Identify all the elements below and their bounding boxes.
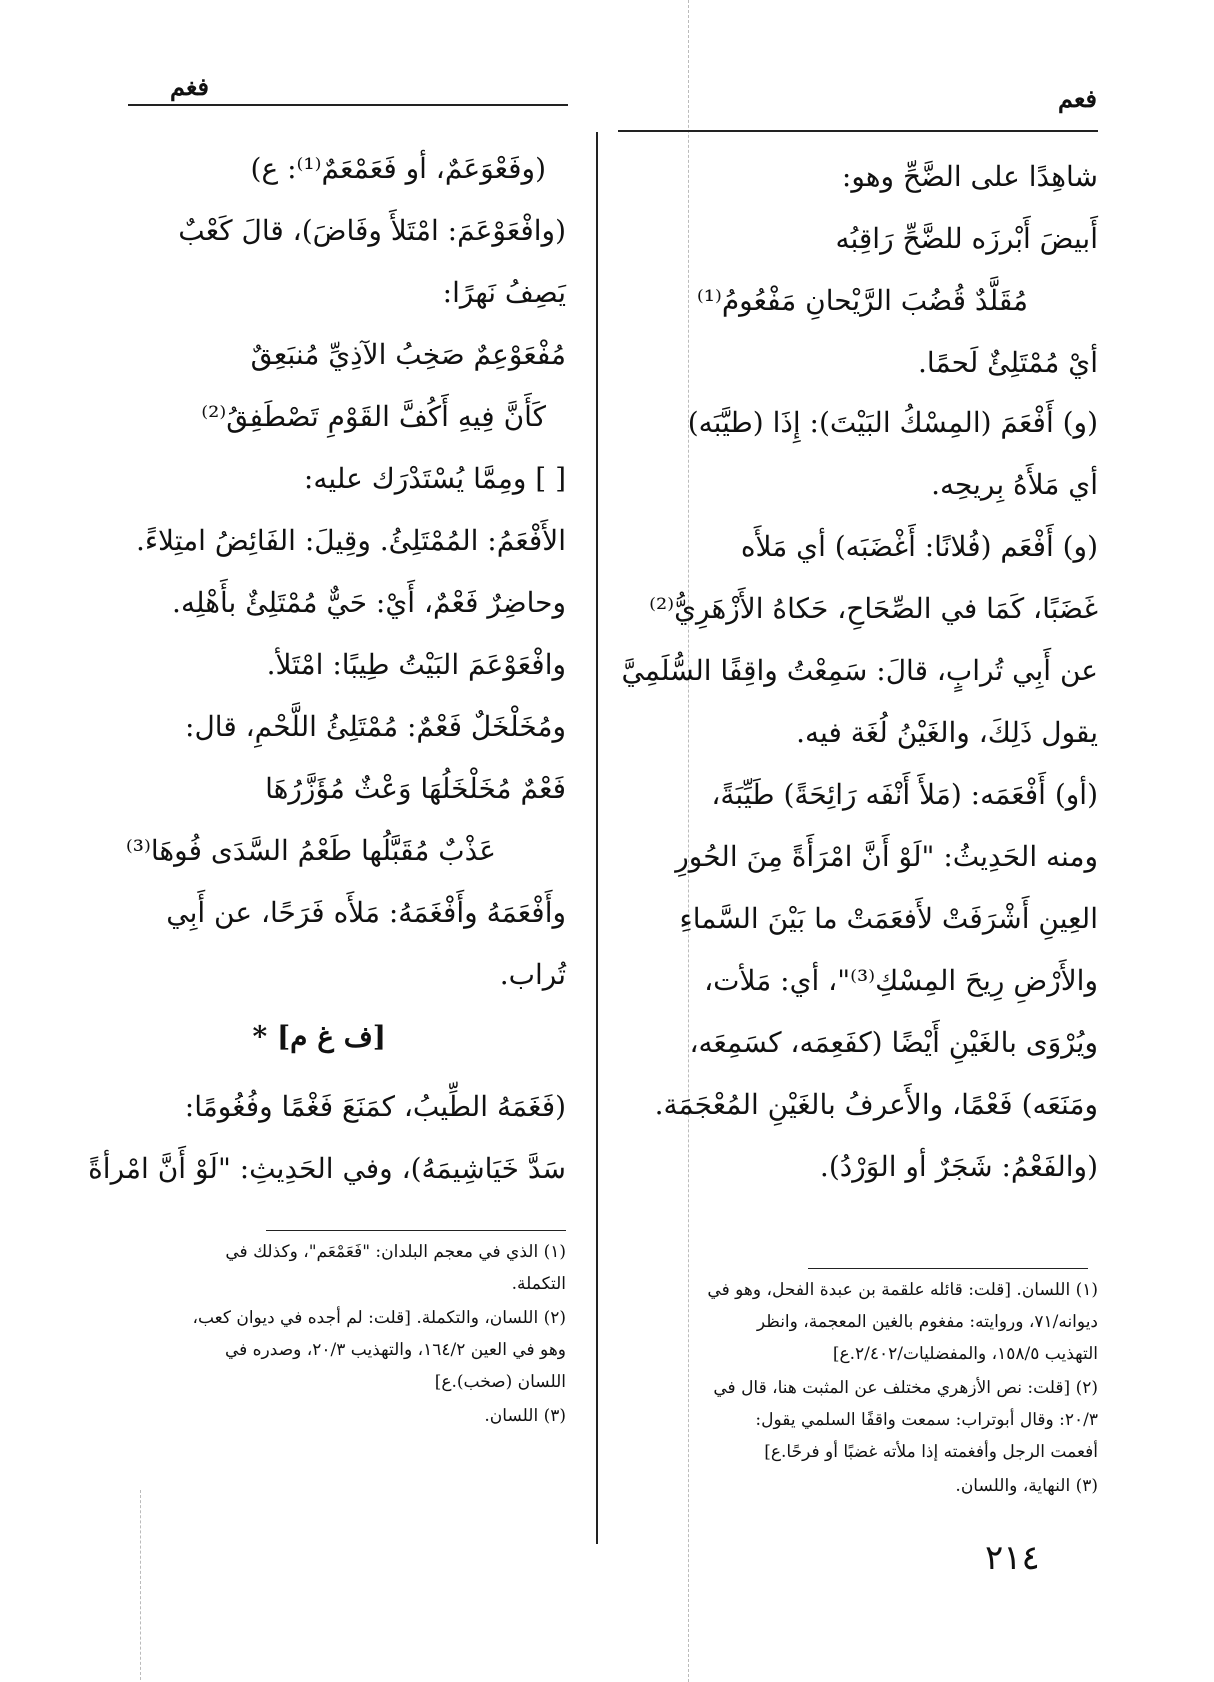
footnote-line: (٢) اللسان، والتكملة. [قلت: لم أجده في ديوان كعب، (192, 1308, 566, 1328)
text-line: أي مَلأَهُ بِريحِه. (931, 468, 1098, 501)
footnote-line: (١) اللسان. [قلت: قائله علقمة بن عبدة الفحل، وهو في (707, 1280, 1098, 1300)
text-line: أَبيضَ أَبْرزَه للضَّحِّ رَاقِبُه (835, 222, 1098, 255)
text-line: ومَنَعَه) فَعْمًا، والأَعرفُ بالغَيْنِ المُعْجَمَة. (654, 1088, 1098, 1121)
verse-line: فَعْمٌ مُخَلْخَلُهَا وَعْثٌ مُؤَزَّرُهَا (265, 772, 566, 805)
text-line: وافْعَوْعَمَ البَيْتُ طِيبًا: امْتَلأ. (266, 648, 566, 681)
verse-line: عَذْبٌ مُقَبَّلُها طَعْمُ السَّدَى فُوهَا⁽³⁾ (125, 834, 496, 867)
text-line: [ ] ومِمَّا يُسْتَدْرَك عليه: (303, 462, 566, 495)
text-line: الأَفْعَمُ: المُمْتَلِئُ. وقِيلَ: الفَائِضُ امتِلاءً. (135, 524, 566, 557)
text-line: شاهِدًا على الضَّحِّ وهو: (841, 160, 1098, 193)
header-rule-right (618, 130, 1098, 132)
column-separator (596, 132, 598, 1544)
text-line: العِينِ أَشْرَفَتْ لأَفعَمَتْ ما بَيْنَ السَّماءِ (679, 902, 1098, 935)
text-line: يَصِفُ نَهرًا: (442, 276, 566, 309)
footnote-line: (١) الذي في معجم البلدان: "فَعَمْعَم"، وكذلك في (225, 1242, 566, 1262)
footnote-line: التكملة. (511, 1274, 566, 1294)
footnote-line: (٣) اللسان. (484, 1406, 566, 1426)
text-line: (أو) أَفْعَمَه: (مَلأَ أَنْفَه رَائِحَةً) طَيِّبَةً، (711, 778, 1098, 811)
right-footnotes (622, 1280, 1098, 1530)
text-line: وحاضِرٌ فَعْمٌ، أَيْ: حَيٌّ مُمْتَلِئٌ بأَهْلِه. (172, 586, 566, 619)
left-footnotes (110, 1242, 566, 1472)
footnote-line: ٢٠/٣: وقال أبوتراب: سمعت واقفًا السلمي يقول: (755, 1410, 1098, 1430)
footnote-line: (٢) [قلت: نص الأزهري مختلف عن المثبت هنا، قال في (713, 1378, 1098, 1398)
left-column (88, 152, 566, 1192)
text-line: (و) أَفْعَم (فُلانًا: أَغْضَبَه) أي مَلأَه (740, 530, 1098, 563)
text-line: (والفَعْمُ: شَجَرٌ أو الوَرْدُ). (819, 1150, 1098, 1183)
entry-heading: [ف غ م] * (252, 1020, 386, 1053)
text-line: (وفَعْوَعَمٌ، أو فَعَمْعَمٌ⁽¹⁾: ع) (250, 152, 546, 185)
text-line: سَدَّ خَيَاشِيمَهُ)، وفي الحَدِيثِ: "لَوْ أَنَّ امْرأةً (88, 1152, 566, 1185)
footnote-line: (٣) النهاية، واللسان. (955, 1476, 1098, 1496)
text-line: أيْ مُمْتَلِئٌ لَحمًا. (918, 346, 1098, 379)
running-head-left: فغم (170, 72, 210, 101)
running-head-right: فعم (1058, 84, 1098, 113)
text-line: تُراب. (499, 958, 566, 991)
text-line: ومُخَلْخَلٌ فَعْمٌ: مُمْتَلِئُ اللَّحْمِ، قال: (185, 710, 566, 743)
text-line: والأَرْضِ رِيحَ المِسْكِ⁽³⁾"، أي: مَلأت، (704, 964, 1098, 997)
text-line: (و) أَفْعَمَ (المِسْكُ البَيْتَ): إِذَا (طيَّبَه) (687, 406, 1098, 439)
text-line: ويُرْوَى بالغَيْنِ أَيْضًا (كفَعِمَه، كسَمِعَه، (689, 1026, 1098, 1059)
text-line: (فَغَمَهُ الطِّيبُ، كمَنَعَ فَغْمًا وفُغُومًا: (184, 1090, 566, 1123)
verse-line: كَأَنَّ فِيهِ أَكُفَّ القَوْمِ تَصْطَفِقُ⁽²⁾ (201, 400, 546, 433)
right-column (621, 160, 1098, 1220)
footnote-rule-right (808, 1268, 1088, 1269)
text-line: ومنه الحَدِيثُ: "لَوْ أَنَّ امْرَأَةً مِنَ الحُورِ (675, 840, 1098, 873)
footnote-line: التهذيب ١٥٨/٥، والمفضليات/٢/٤٠٢.ع] (832, 1344, 1098, 1364)
text-line: غَضَبًا، كَمَا في الصِّحَاحِ، حَكاهُ الأَزْهَرِيُّ⁽²⁾ (649, 592, 1098, 625)
footnote-rule-left (266, 1230, 566, 1231)
text-line: عن أَبِي تُرابٍ، قالَ: سَمِعْتُ واقِفًا السُّلَمِيَّ (621, 654, 1098, 687)
text-line: يقول ذَلِكَ، والغَيْنُ لُغَة فيه. (796, 716, 1098, 749)
scan-guide-line (140, 1490, 141, 1680)
footnote-line: أفعمت الرجل وأفغمته إذا ملأته غضبًا أو فرحًا.ع] (764, 1442, 1098, 1462)
footnote-line: ديوانه/٧١، وروايته: مفغوم بالغين المعجمة، وانظر (756, 1312, 1098, 1332)
text-line: وأَفْعَمَهُ وأَفْغَمَهُ: مَلأَه فَرَحًا، عن أَبِي (166, 896, 566, 929)
verse-line: مُقَلَّدٌ قُضُبَ الرَّيْحانِ مَفْعُومُ⁽¹⁾ (696, 284, 1028, 317)
text-line: (وافْعَوْعَمَ: امْتَلأَ وفَاضَ)، قالَ كَعْبٌ (178, 214, 566, 247)
verse-line: مُفْعَوْعِمٌ صَخِبُ الآذِيِّ مُنبَعِقٌ (250, 338, 566, 371)
page-number: ٢١٤ (985, 1538, 1040, 1578)
footnote-line: وهو في العين ١٦٤/٢، والتهذيب ٢٠/٣، وصدره في (224, 1340, 566, 1360)
header-rule-left (128, 104, 568, 106)
footnote-line: اللسان (صخب).ع] (434, 1372, 566, 1392)
